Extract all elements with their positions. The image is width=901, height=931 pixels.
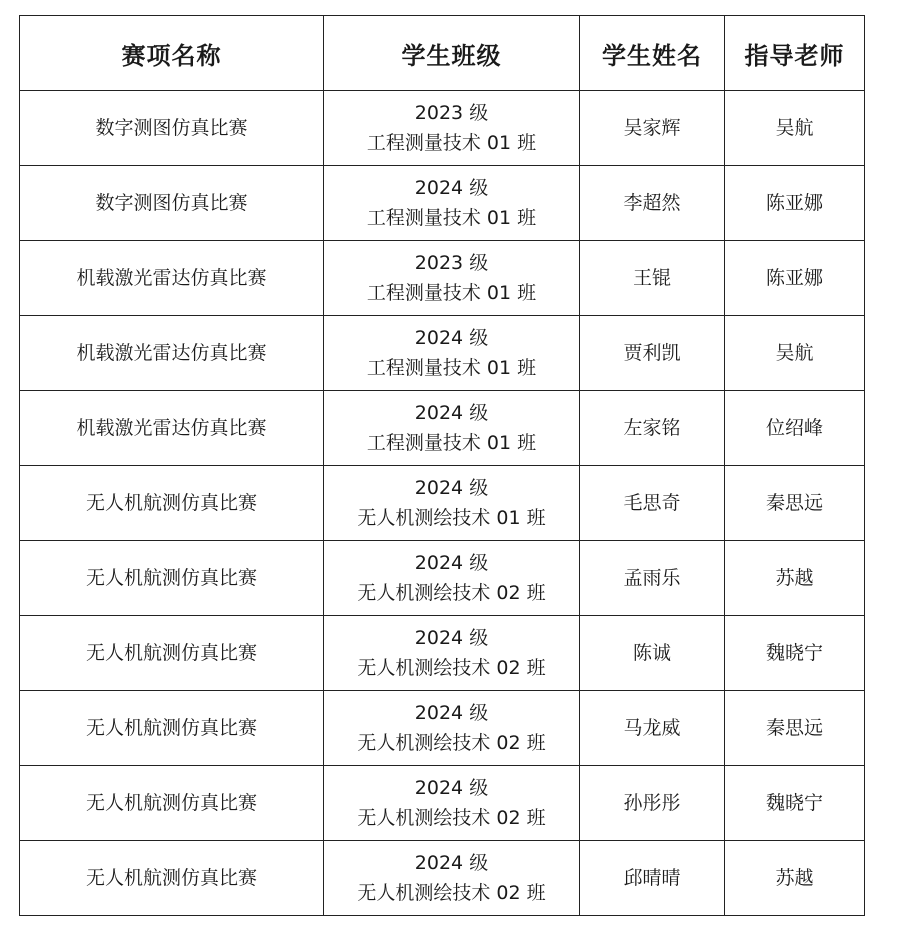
cell-student: 王锟 bbox=[580, 241, 725, 316]
cell-class bbox=[324, 841, 580, 916]
cell-class bbox=[324, 316, 580, 391]
header-event: 赛项名称 bbox=[20, 16, 324, 91]
cell-teacher: 秦思远 bbox=[725, 466, 865, 541]
cell-event: 无人机航测仿真比赛 bbox=[20, 616, 324, 691]
cell-teacher: 秦思远 bbox=[725, 691, 865, 766]
cell-event: 无人机航测仿真比赛 bbox=[20, 841, 324, 916]
cell-event: 机载激光雷达仿真比赛 bbox=[20, 391, 324, 466]
cell-event: 无人机航测仿真比赛 bbox=[20, 766, 324, 841]
cell-class-name: 无人机测绘技术 02 班 bbox=[357, 882, 546, 904]
cell-student: 左家铭 bbox=[580, 391, 725, 466]
cell-student: 孙彤彤 bbox=[580, 766, 725, 841]
cell-teacher: 陈亚娜 bbox=[725, 241, 865, 316]
cell-student: 邱晴晴 bbox=[580, 841, 725, 916]
cell-grade: 2024 级 bbox=[414, 852, 489, 874]
table-row bbox=[20, 541, 865, 616]
cell-class-name: 工程测量技术 01 班 bbox=[366, 282, 537, 304]
cell-teacher: 陈亚娜 bbox=[725, 166, 865, 241]
cell-grade: 2024 级 bbox=[414, 477, 489, 499]
table-row bbox=[20, 766, 865, 841]
header-student: 学生姓名 bbox=[580, 16, 725, 91]
cell-class bbox=[324, 691, 580, 766]
cell-student: 李超然 bbox=[580, 166, 725, 241]
cell-student: 吴家辉 bbox=[580, 91, 725, 166]
cell-grade: 2024 级 bbox=[414, 627, 489, 649]
cell-class bbox=[324, 166, 580, 241]
cell-class-name: 工程测量技术 01 班 bbox=[366, 357, 537, 379]
cell-grade: 2024 级 bbox=[414, 702, 489, 724]
table-row bbox=[20, 91, 865, 166]
cell-class bbox=[324, 91, 580, 166]
cell-teacher: 吴航 bbox=[725, 316, 865, 391]
table-row bbox=[20, 841, 865, 916]
cell-grade: 2024 级 bbox=[414, 177, 489, 199]
cell-class bbox=[324, 466, 580, 541]
table-row bbox=[20, 241, 865, 316]
competition-roster-table bbox=[19, 15, 865, 916]
table-body bbox=[20, 91, 865, 916]
cell-class bbox=[324, 241, 580, 316]
cell-event: 数字测图仿真比赛 bbox=[20, 91, 324, 166]
table-row bbox=[20, 466, 865, 541]
cell-event: 数字测图仿真比赛 bbox=[20, 166, 324, 241]
cell-class bbox=[324, 391, 580, 466]
cell-class-name: 工程测量技术 01 班 bbox=[366, 432, 537, 454]
cell-class bbox=[324, 616, 580, 691]
cell-event: 无人机航测仿真比赛 bbox=[20, 691, 324, 766]
cell-teacher: 吴航 bbox=[725, 91, 865, 166]
cell-teacher: 魏晓宁 bbox=[725, 766, 865, 841]
cell-student: 陈诚 bbox=[580, 616, 725, 691]
cell-grade: 2023 级 bbox=[414, 252, 489, 274]
cell-class bbox=[324, 541, 580, 616]
cell-class-name: 无人机测绘技术 02 班 bbox=[357, 732, 546, 754]
cell-event: 机载激光雷达仿真比赛 bbox=[20, 241, 324, 316]
cell-grade: 2024 级 bbox=[414, 327, 489, 349]
cell-grade: 2024 级 bbox=[414, 552, 489, 574]
cell-event: 机载激光雷达仿真比赛 bbox=[20, 316, 324, 391]
cell-student: 贾利凯 bbox=[580, 316, 725, 391]
header-row bbox=[20, 16, 865, 91]
cell-class-name: 无人机测绘技术 02 班 bbox=[357, 807, 546, 829]
table-row bbox=[20, 166, 865, 241]
cell-teacher: 位绍峰 bbox=[725, 391, 865, 466]
cell-class-name: 无人机测绘技术 01 班 bbox=[357, 507, 546, 529]
cell-student: 毛思奇 bbox=[580, 466, 725, 541]
cell-class-name: 无人机测绘技术 02 班 bbox=[357, 657, 546, 679]
cell-teacher: 魏晓宁 bbox=[725, 616, 865, 691]
header-class: 学生班级 bbox=[324, 16, 580, 91]
cell-student: 马龙威 bbox=[580, 691, 725, 766]
cell-class-name: 工程测量技术 01 班 bbox=[366, 207, 537, 229]
cell-class-name: 工程测量技术 01 班 bbox=[366, 132, 537, 154]
cell-grade: 2024 级 bbox=[414, 402, 489, 424]
cell-event: 无人机航测仿真比赛 bbox=[20, 466, 324, 541]
table-row bbox=[20, 391, 865, 466]
cell-event: 无人机航测仿真比赛 bbox=[20, 541, 324, 616]
cell-student: 孟雨乐 bbox=[580, 541, 725, 616]
table-row bbox=[20, 616, 865, 691]
cell-class bbox=[324, 766, 580, 841]
header-teacher: 指导老师 bbox=[725, 16, 865, 91]
cell-grade: 2024 级 bbox=[414, 777, 489, 799]
cell-teacher: 苏越 bbox=[725, 541, 865, 616]
table-row bbox=[20, 691, 865, 766]
cell-teacher: 苏越 bbox=[725, 841, 865, 916]
cell-grade: 2023 级 bbox=[414, 102, 489, 124]
cell-class-name: 无人机测绘技术 02 班 bbox=[357, 582, 546, 604]
table-row bbox=[20, 316, 865, 391]
